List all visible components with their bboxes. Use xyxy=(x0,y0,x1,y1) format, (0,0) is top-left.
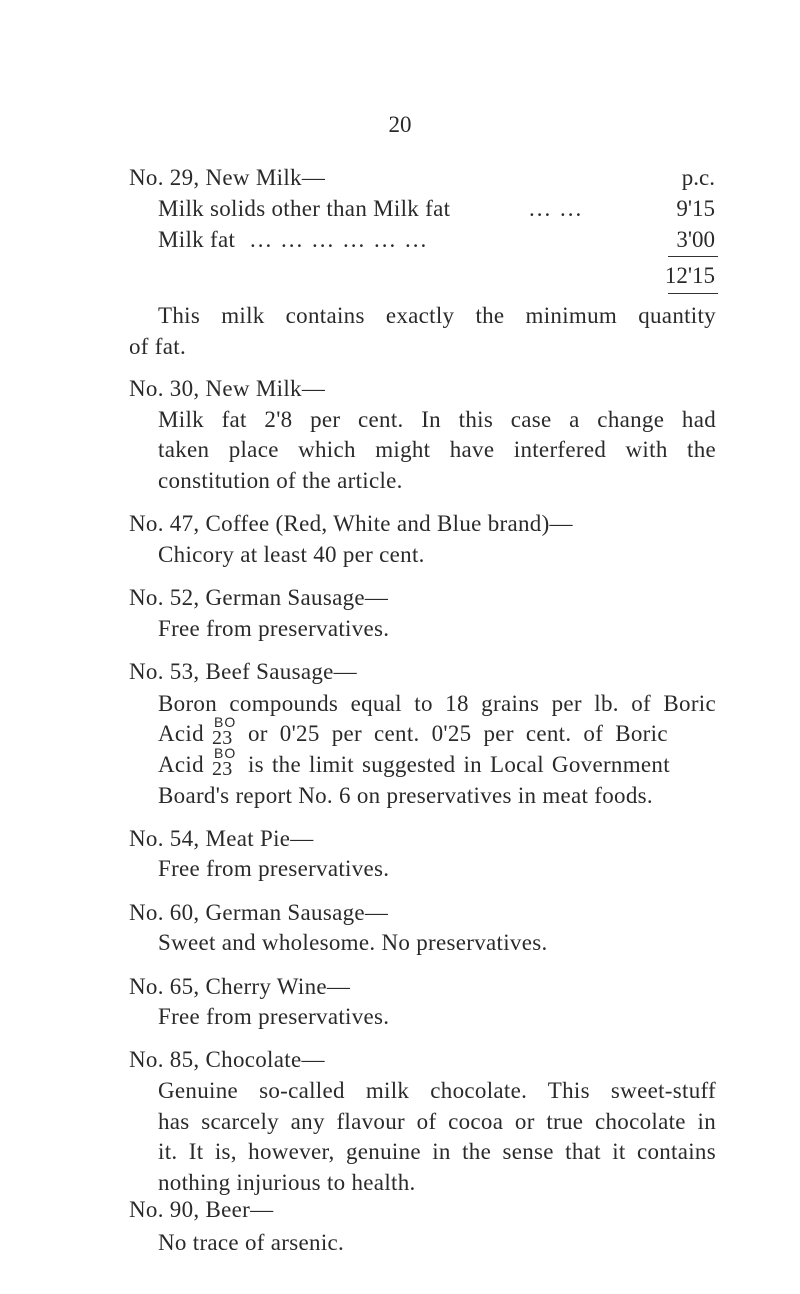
sample-47-heading: No. 47, Coffee (Red, White and Blue brand)— xyxy=(129,511,573,537)
sample-47-text: Chicory at least 40 per cent. xyxy=(158,541,425,567)
boron-formula xyxy=(210,744,248,780)
sample-53-heading: No. 53, Beef Sausage— xyxy=(129,659,357,685)
sample-54-text: Free from preservatives. xyxy=(158,856,390,882)
sample-29-heading: No. 29, New Milk— xyxy=(129,165,326,191)
sample-65-text: Free from preservatives. xyxy=(158,1004,390,1030)
row-milk-fat-value: 3'00 xyxy=(676,227,715,253)
sample-52-text: Free from preservatives. xyxy=(158,615,390,641)
sample-85-text-line: has scarcely any flavour of cocoa or true chocolate in xyxy=(158,1108,716,1134)
sample-29-note-line: of fat. xyxy=(129,333,187,359)
formula-denominator: 23 xyxy=(211,757,233,780)
sample-53-text-line: Boron compounds equal to 18 grains per lb. of Boric xyxy=(158,690,716,716)
total-value: 12'15 xyxy=(664,262,715,288)
sample-85-text-line: nothing injurious to health. xyxy=(158,1169,416,1195)
formula-numerator: BO xyxy=(213,714,237,731)
sample-29-note-line: This milk contains exactly the minimum quantity xyxy=(158,303,716,329)
acid-word: Acid xyxy=(158,751,204,777)
sum-rule-bottom xyxy=(668,293,718,294)
sample-85-text-line: Genuine so-called milk chocolate. This sweet-stuff xyxy=(158,1078,716,1104)
acid-word: Acid xyxy=(158,721,204,747)
sample-30-text-line: constitution of the article. xyxy=(158,467,403,493)
row-milk-solids-dots: ... ... xyxy=(529,195,584,221)
row-milk-fat-dots: ... ... ... ... ... ... xyxy=(250,227,429,253)
formula-line-rest: is the limit suggested in Local Government xyxy=(247,751,670,777)
unit-header: p.c. xyxy=(681,165,715,191)
sample-85-text-line: it. It is, however, genuine in the sense that it contains xyxy=(158,1139,716,1165)
page-number: 20 xyxy=(388,112,412,137)
sample-85-heading: No. 85, Chocolate— xyxy=(129,1046,325,1072)
sample-53-text-line: Board's report No. 6 on preservatives in meat foods. xyxy=(158,783,653,809)
formula-denominator: 23 xyxy=(211,727,233,750)
sample-65-heading: No. 65, Cherry Wine— xyxy=(129,973,351,999)
sample-30-heading: No. 30, New Milk— xyxy=(129,376,326,402)
formula-line-rest: or 0'25 per cent. 0'25 per cent. of Boric xyxy=(247,721,668,747)
sample-52-heading: No. 52, German Sausage— xyxy=(129,585,389,611)
row-milk-solids-value: 9'15 xyxy=(676,195,715,221)
sample-54-heading: No. 54, Meat Pie— xyxy=(129,825,314,851)
sample-30-text-line: taken place which might have interfered with the xyxy=(158,437,716,463)
sample-30-text-line: Milk fat 2'8 per cent. In this case a change had xyxy=(158,406,716,432)
sample-53-formula-line xyxy=(158,714,716,750)
sample-60-heading: No. 60, German Sausage— xyxy=(129,899,389,925)
sample-90-heading: No. 90, Beer— xyxy=(129,1197,274,1222)
formula-numerator: BO xyxy=(213,744,237,761)
row-milk-solids-label: Milk solids other than Milk fat xyxy=(158,195,451,221)
sample-90-text: No trace of arsenic. xyxy=(158,1230,345,1255)
sample-53-formula-line xyxy=(158,744,716,780)
sum-rule-top xyxy=(668,256,718,257)
sample-60-text: Sweet and wholesome. No preservatives. xyxy=(158,930,548,956)
row-milk-fat-label: Milk fat xyxy=(158,227,236,253)
